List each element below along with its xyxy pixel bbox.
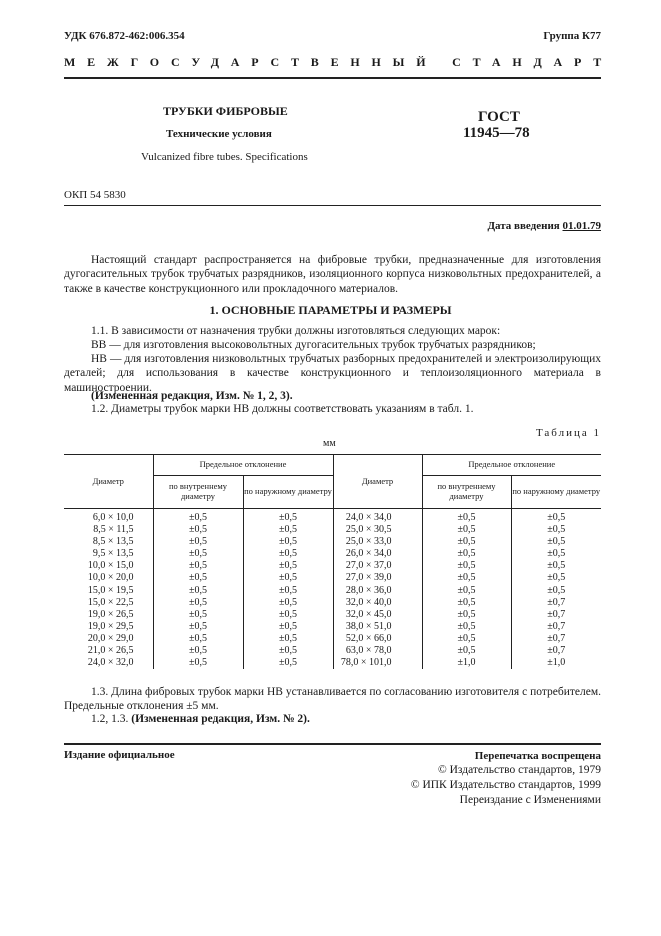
cell-outer-deviation: ±0,5 <box>243 633 333 645</box>
cell-diameter: 8,5 × 11,5 <box>64 524 153 536</box>
cell-outer-deviation: ±0,5 <box>243 536 333 548</box>
section-heading: 1. ОСНОВНЫЕ ПАРАМЕТРЫ И РАЗМЕРЫ <box>209 303 452 317</box>
cell-inner-deviation: ±0,5 <box>422 509 511 525</box>
cell-diameter: 25,0 × 30,5 <box>333 524 422 536</box>
reprint-notice: Перепечатка воспрещена <box>474 750 601 762</box>
cell-inner-deviation: ±0,5 <box>153 633 243 645</box>
cell-inner-deviation: ±0,5 <box>422 645 511 657</box>
cell-inner-deviation: ±0,5 <box>153 572 243 584</box>
cell-inner-deviation: ±0,5 <box>153 524 243 536</box>
cell-outer-deviation: ±0,5 <box>547 524 566 536</box>
cell-diameter: 24,0 × 32,0 <box>64 657 153 669</box>
cell-diameter: 27,0 × 39,0 <box>333 572 422 584</box>
cell-outer-deviation: ±0,7 <box>547 632 566 644</box>
cell-inner-deviation: ±0,5 <box>422 572 511 584</box>
cell-inner-deviation: ±0,5 <box>422 536 511 548</box>
header-diameter-right: Диаметр <box>333 455 422 509</box>
cell-outer-deviation: ±0,5 <box>243 645 333 657</box>
cell-outer-deviation: ±0,5 <box>243 524 333 536</box>
cell-outer-deviation: ±0,5 <box>243 621 333 633</box>
cell-diameter: 52,0 × 66,0 <box>333 633 422 645</box>
cell-diameter: 26,0 × 34,0 <box>333 548 422 560</box>
cell-inner-deviation: ±0,5 <box>422 585 511 597</box>
english-title: Vulcanized fibre tubes. Specifications <box>141 151 308 163</box>
cell-outer-deviation: ±0,7 <box>547 596 566 608</box>
standard-type: МЕЖГОСУДАРСТВЕННЫЙ СТАНДАРТ <box>64 55 614 69</box>
cell-diameter: 25,0 × 33,0 <box>333 536 422 548</box>
header-divider <box>64 77 601 79</box>
cell-outer-deviation: ±0,5 <box>547 560 566 572</box>
cell-outer-deviation: ±0,5 <box>243 609 333 621</box>
header-inner-left: по внутреннему диаметру <box>153 476 243 509</box>
cell-diameter: 38,0 × 51,0 <box>333 621 422 633</box>
table-1 <box>64 454 601 669</box>
cell-outer-deviation: ±0,5 <box>243 560 333 572</box>
table-unit: мм <box>323 438 336 449</box>
cell-diameter: 78,0 × 101,0 <box>333 657 422 669</box>
cell-diameter: 8,5 × 13,5 <box>64 536 153 548</box>
cell-inner-deviation: ±0,5 <box>153 621 243 633</box>
header-inner-right: по внутреннему диаметру <box>422 476 511 509</box>
table-row <box>64 645 601 657</box>
header-outer-right: по наружному диаметру <box>511 476 601 509</box>
table-row <box>64 560 601 572</box>
cell-outer-deviation: ±0,5 <box>547 536 566 548</box>
intro-date-value: 01.01.79 <box>562 220 601 232</box>
table-row <box>64 548 601 560</box>
cell-outer-deviation: ±0,5 <box>243 597 333 609</box>
cell-diameter: 19,0 × 26,5 <box>64 609 153 621</box>
intro-date <box>487 220 601 234</box>
document-title: ТРУБКИ ФИБРОВЫЕ <box>163 104 288 118</box>
cell-diameter: 15,0 × 19,5 <box>64 585 153 597</box>
cell-diameter: 6,0 × 10,0 <box>64 509 153 525</box>
header-deviation-left: Предельное отклонение <box>153 455 333 476</box>
header-outer-left: по наружному диаметру <box>243 476 333 509</box>
document-subtitle: Технические условия <box>166 128 272 140</box>
table-row <box>64 524 601 536</box>
gost-label: ГОСТ <box>478 109 520 125</box>
table-row <box>64 585 601 597</box>
cell-diameter: 10,0 × 15,0 <box>64 560 153 572</box>
paragraph-1-3: 1.3. Длина фибровых трубок марки НВ устанавливается по согласованию изготовителя с потребителем. Предельные отклонения ±5 мм. <box>64 686 601 713</box>
cell-diameter: 10,0 × 20,0 <box>64 572 153 584</box>
cell-diameter: 32,0 × 40,0 <box>333 597 422 609</box>
cell-inner-deviation: ±0,5 <box>422 597 511 609</box>
intro-paragraph: Настоящий стандарт распространяется на фибровые трубки, предназначенные для изготовления дугогасительных трубок трубчатых разрядников, изоляционного корпуса низковольтных предохранителей, а также в качестве конструкционного или прокладочного материалов. <box>64 254 601 295</box>
cell-outer-deviation: ±0,5 <box>243 585 333 597</box>
group-code: Группа К77 <box>543 30 601 42</box>
cell-outer-deviation: ±0,5 <box>547 548 566 560</box>
table-row <box>64 633 601 645</box>
table-row <box>64 509 601 525</box>
cell-inner-deviation: ±0,5 <box>422 524 511 536</box>
cell-inner-deviation: ±0,5 <box>422 621 511 633</box>
paragraph-1-2: 1.2. Диаметры трубок марки НВ должны соответствовать указаниям в табл. 1. <box>91 403 474 415</box>
official-edition: Издание официальное <box>64 749 175 761</box>
copyright-1979: © Издательство стандартов, 1979 <box>437 764 601 777</box>
edit-note-1: (Измененная редакция, Изм. № 1, 2, 3). <box>91 390 293 402</box>
footer-divider <box>64 743 601 745</box>
cell-inner-deviation: ±0,5 <box>153 645 243 657</box>
cell-diameter: 15,0 × 22,5 <box>64 597 153 609</box>
udk-code: УДК 676.872-462:006.354 <box>64 30 185 42</box>
cell-outer-deviation: ±0,5 <box>243 509 333 525</box>
cell-inner-deviation: ±0,5 <box>153 536 243 548</box>
cell-diameter: 24,0 × 34,0 <box>333 509 422 525</box>
table-label: Таблица 1 <box>535 427 601 439</box>
cell-inner-deviation: ±0,5 <box>153 585 243 597</box>
cell-diameter: 32,0 × 45,0 <box>333 609 422 621</box>
cell-inner-deviation: ±0,5 <box>153 597 243 609</box>
cell-diameter: 27,0 × 37,0 <box>333 560 422 572</box>
edit-note-2 <box>64 712 601 726</box>
cell-outer-deviation: ±0,5 <box>547 584 566 596</box>
cell-outer-deviation: ±0,5 <box>547 512 566 523</box>
cell-outer-deviation: ±0,7 <box>547 608 566 620</box>
intro-date-label: Дата введения <box>487 220 560 232</box>
gost-number: 11945—78 <box>463 125 530 141</box>
edit-note-2-prefix: 1.2, 1.3. <box>91 713 129 725</box>
reissue-notice: Переиздание с Изменениями <box>459 794 601 807</box>
table-row <box>64 621 601 633</box>
paragraph-bb: ВВ — для изготовления высоковольтных дугогасительных трубок трубчатых разрядников; <box>91 339 536 351</box>
cell-inner-deviation: ±0,5 <box>422 633 511 645</box>
cell-inner-deviation: ±0,5 <box>153 548 243 560</box>
cell-diameter: 21,0 × 26,5 <box>64 645 153 657</box>
cell-diameter: 63,0 × 78,0 <box>333 645 422 657</box>
table-row <box>64 572 601 584</box>
table-row <box>64 536 601 548</box>
copyright-1999: © ИПК Издательство стандартов, 1999 <box>410 779 601 792</box>
okp-code: ОКП 54 5830 <box>64 189 126 201</box>
okp-divider <box>64 205 601 206</box>
cell-inner-deviation: ±0,5 <box>422 609 511 621</box>
header-diameter-left: Диаметр <box>64 455 153 509</box>
cell-inner-deviation: ±0,5 <box>422 548 511 560</box>
cell-outer-deviation: ±0,5 <box>243 657 333 669</box>
header-deviation-right: Предельное отклонение <box>422 455 601 476</box>
cell-outer-deviation: ±0,5 <box>243 548 333 560</box>
paragraph-1-1: 1.1. В зависимости от назначения трубки должны изготовляться следующих марок: <box>91 325 501 337</box>
cell-outer-deviation: ±0,7 <box>547 645 566 657</box>
paragraph-nv: НВ — для изготовления низковольтных трубчатых разборных предохранителей и электроизолирующих деталей; для использования в качестве конструкционного и теплоизоляционного материала в машиностроении. <box>64 353 601 394</box>
cell-outer-deviation: ±0,5 <box>547 572 566 584</box>
cell-inner-deviation: ±1,0 <box>422 657 511 669</box>
cell-outer-deviation: ±1,0 <box>547 657 566 669</box>
cell-inner-deviation: ±0,5 <box>153 609 243 621</box>
cell-diameter: 9,5 × 13,5 <box>64 548 153 560</box>
cell-inner-deviation: ±0,5 <box>153 657 243 669</box>
table-body <box>64 509 601 670</box>
table-row <box>64 657 601 669</box>
table-row <box>64 609 601 621</box>
table-row <box>64 597 601 609</box>
edit-note-2-text: (Измененная редакция, Изм. № 2). <box>131 713 310 725</box>
cell-diameter: 19,0 × 29,5 <box>64 621 153 633</box>
cell-diameter: 20,0 × 29,0 <box>64 633 153 645</box>
cell-outer-deviation: ±0,5 <box>243 572 333 584</box>
cell-inner-deviation: ±0,5 <box>153 509 243 525</box>
cell-inner-deviation: ±0,5 <box>422 560 511 572</box>
footer-right-block <box>411 749 601 808</box>
cell-diameter: 28,0 × 36,0 <box>333 585 422 597</box>
cell-outer-deviation: ±0,7 <box>547 620 566 632</box>
cell-inner-deviation: ±0,5 <box>153 560 243 572</box>
